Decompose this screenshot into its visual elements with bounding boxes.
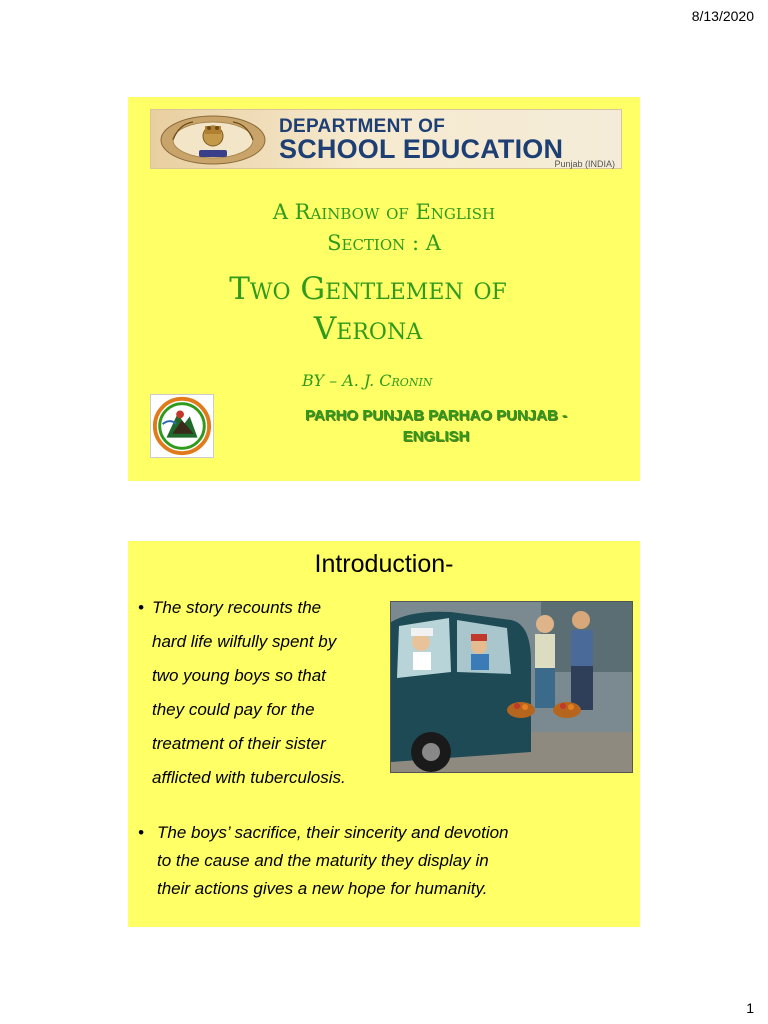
state-emblem-icon xyxy=(159,114,271,166)
bullet-line: hard life wilfully spent by xyxy=(152,632,337,651)
introduction-heading: Introduction- xyxy=(314,550,454,578)
banner-line-department: DEPARTMENT OF xyxy=(279,116,446,137)
bullet-marker: • xyxy=(138,598,144,617)
bullet-line: they could pay for the xyxy=(152,700,315,719)
book-title xyxy=(128,197,640,259)
parho-punjab-logo-icon xyxy=(150,394,214,458)
slide-title xyxy=(128,97,640,481)
bullet-story-summary xyxy=(138,591,388,795)
bullet-marker: • xyxy=(138,823,144,842)
section-line: Section : A xyxy=(327,231,441,255)
parho-punjab-line xyxy=(268,405,604,447)
bullet-line: two young boys so that xyxy=(152,666,326,685)
parho-punjab-line-2: ENGLISH xyxy=(402,428,470,445)
bullet-boys-sacrifice xyxy=(138,819,618,903)
banner-line-school-education: SCHOOL EDUCATION xyxy=(279,134,564,164)
bullet-line: The story recounts the xyxy=(152,598,322,617)
bullet-line: treatment of their sister xyxy=(152,734,326,753)
department-banner xyxy=(150,109,622,169)
author-line: BY – A. J. Cronin xyxy=(302,371,433,390)
bullet-line: their actions gives a new hope for humanity. xyxy=(157,879,488,898)
story-illustration xyxy=(390,601,633,773)
story-title-line-2: Verona xyxy=(313,311,423,347)
slide-introduction xyxy=(128,541,640,927)
bullet-line: afflicted with tuberculosis. xyxy=(152,768,346,787)
print-date: 8/13/2020 xyxy=(691,8,754,24)
bullet-line: The boys’ sacrifice, their sincerity and devotion xyxy=(157,823,509,842)
page-number: 1 xyxy=(746,1000,754,1016)
parho-punjab-line-1: PARHO PUNJAB PARHAO PUNJAB - xyxy=(305,407,567,424)
bullet-line: to the cause and the maturity they display in xyxy=(157,851,489,870)
story-title-line-1: Two Gentlemen of xyxy=(229,271,507,307)
story-title xyxy=(188,269,548,349)
banner-line-punjab: Punjab (INDIA) xyxy=(554,159,615,169)
book-title-line: A Rainbow of English xyxy=(272,200,496,224)
